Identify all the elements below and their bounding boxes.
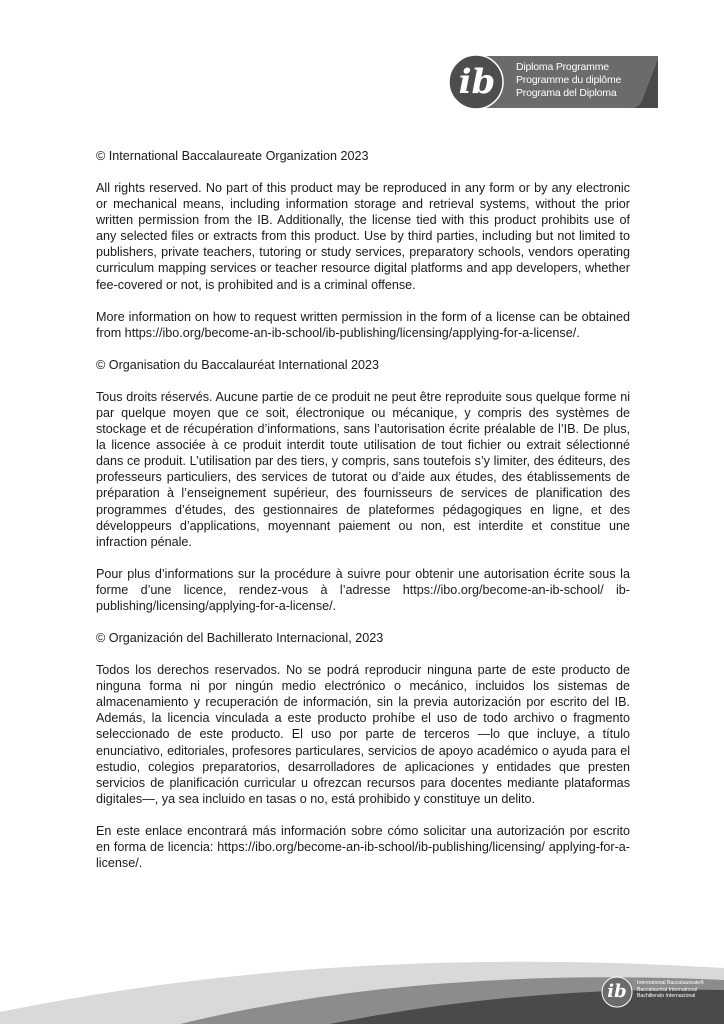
copyright-heading-en: © International Baccalaureate Organization 2023 [96, 149, 369, 163]
copyright-notice [96, 148, 630, 887]
footer-ib-logo: ib [600, 975, 634, 1009]
footer-name-fr: Baccalauréat International [637, 986, 698, 993]
license-info-fr: Pour plus d’informations sur la procédure à suivre pour obtenir une autorisation écrite sous la forme d’une licence, rendez-vous à l’adresse https://ibo.org/become-an-ib-school/ ib-publishing/licensing/applying-for-a-license/. [96, 566, 630, 613]
programme-name-es: Programa del Diploma [516, 87, 617, 100]
license-info-es: En este enlace encontrará más información sobre cómo solicitar una autorización por escrito en forma de licencia: https://ibo.org/become-an-ib-school/ib-publishing/licensing/ applying-for-a-license/. [96, 823, 630, 871]
ib-logo-mark: ib [458, 62, 496, 102]
copyright-heading-fr: © Organisation du Baccalauréat International 2023 [96, 357, 380, 372]
programme-banner [446, 52, 658, 112]
rights-paragraph-es: Todos los derechos reservados. No se podrá reproducir ninguna parte de este producto de ninguna forma ni por ningún medio electrónico o mecánico, incluidos los sistemas de almacenamiento y recuperación de información, sin la previa autorización por escrito del IB. Además, la licencia vinculada a este producto prohíbe el uso de todo archivo o fragmento seleccionado de este producto. El uso por parte de terceros —lo que incluye, a título enunciativo, editoriales, profesores particulares, servicios de apoyo académico o ayuda para el estudio, colegios preparatorios, desarrolladores de aplicaciones y entidades que presten servicios de planificación curricular u ofrezcan recursos para docentes mediante plataformas digitales—, ya sea incluido en tasas o no, está prohibido y constituye un delito. [96, 663, 630, 806]
programme-names [516, 61, 621, 101]
footer-name-en: International Baccalaureate® [637, 980, 704, 986]
footer-organization-names [637, 980, 704, 1000]
copyright-heading-es: © Organización del Bachillerato Internacional, 2023 [96, 631, 384, 646]
rights-paragraph-fr: Tous droits réservés. Aucune partie de ce produit ne peut être reproduite sous quelque forme ni par quelque moyen que ce soit, électronique ou mécanique, y compris des systèmes de stockage et de récupération d’informations, sans l’autorisation écrite préalable de l’IB. De plus, la licence associée à ce produit interdit toute utilisation de tout fichier ou extrait sélectionné dans ce produit. L’utilisation par des tiers, y compris, sans toutefois s’y limiter, des éditeurs, des professeurs particuliers, des services de tutorat ou d’aide aux études, des établissements de préparation à l’enseignement supérieur, des fournisseurs de services de planification des programmes d’études, des gestionnaires de plateformes pédagogiques en ligne, et des développeurs d’applications, moyennant paiement ou non, est interdite et constitue une infraction pénale. [96, 389, 630, 549]
programme-name-en: Diploma Programme [516, 61, 609, 73]
rights-paragraph-en: All rights reserved. No part of this product may be reproduced in any form or by any electronic or mechanical means, including information storage and retrieval systems, without the prior written permission from the IB. Additionally, the license tied with this product prohibits use of any selected files or extracts from this product. Use by third parties, including but not limited to publishers, private teachers, tutoring or study services, preparatory schools, vendors operating curriculum mapping services or teacher resource digital platforms and app developers, whether fee-covered or not, is prohibited and is a criminal offense. [96, 181, 630, 292]
footer-name-es: Bachillerato Internacional [637, 993, 696, 1000]
programme-name-fr: Programme du diplôme [516, 74, 622, 87]
license-info-en: More information on how to request written permission in the form of a license can be obtained from https://ibo.org/become-an-ib-school/ib-publishing/licensing/applying-for-a-license/. [96, 309, 630, 340]
